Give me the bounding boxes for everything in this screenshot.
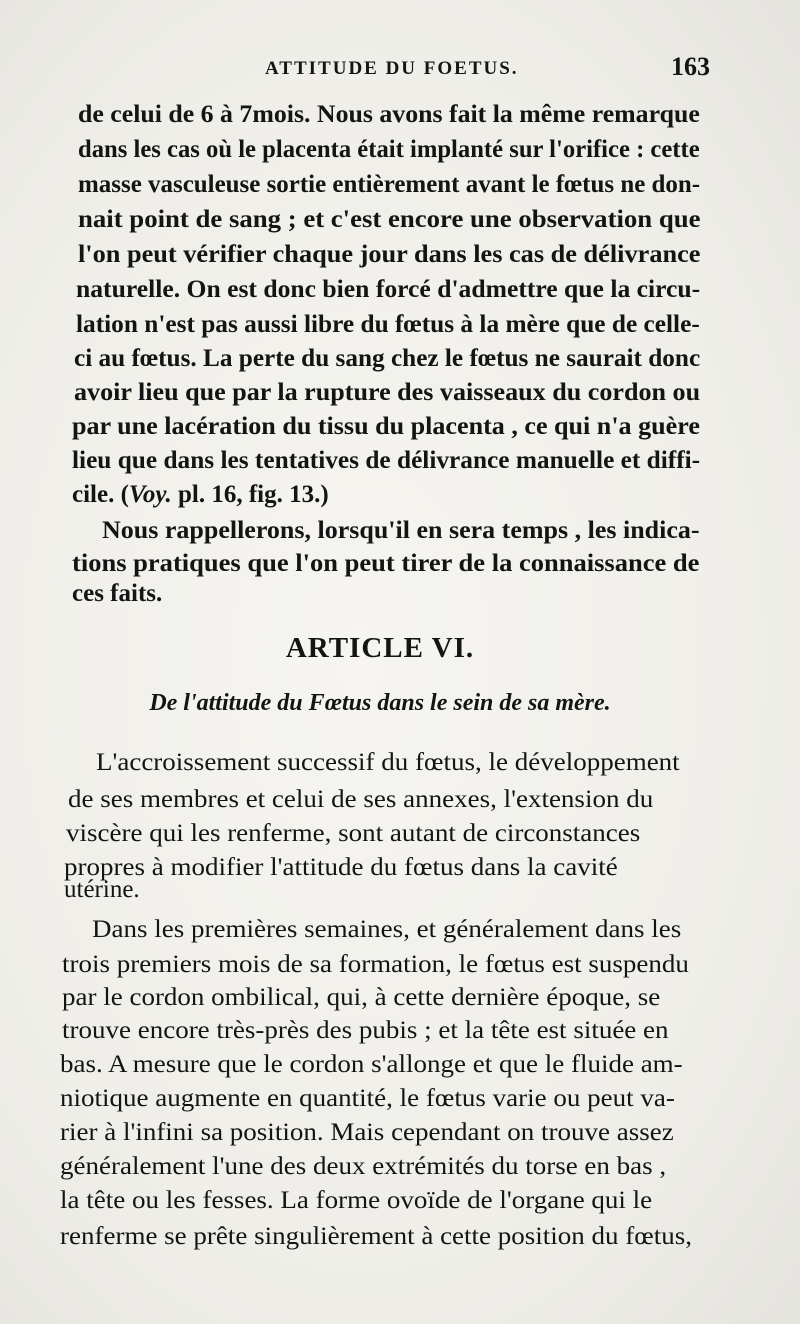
- text-line: renferme se prête singulièrement à cette position du fœtus,: [60, 1223, 693, 1250]
- italic-reference: Voy.: [128, 481, 172, 508]
- text-line: la tête ou les fesses. La forme ovoïde de l'organe qui le: [60, 1187, 653, 1214]
- text-line: Nous rappellerons, lorsqu'il en sera temps , les indica-: [102, 517, 700, 544]
- text-line: dans les cas où le placenta était implanté sur l'orifice : cette: [78, 136, 700, 163]
- text-line: ces faits.: [72, 580, 163, 607]
- text-line: masse vasculeuse sortie entièrement avant le fœtus ne don-: [78, 171, 701, 198]
- text-line: naturelle. On est donc bien forcé d'admettre que la circu-: [76, 276, 701, 303]
- text-line: l'on peut vérifier chaque jour dans les cas de délivrance: [78, 241, 701, 268]
- text-line: généralement l'une des deux extrémités du torse en bas ,: [60, 1153, 667, 1180]
- text-line: utérine.: [64, 876, 140, 903]
- text-line: L'accroissement successif du fœtus, le développement: [96, 749, 680, 776]
- text-line: rier à l'infini sa position. Mais cependant on trouve assez: [60, 1119, 674, 1146]
- running-title: ATTITUDE DU FOETUS.: [265, 58, 519, 79]
- text-line: par une lacération du tissu du placenta , ce qui n'a guère: [72, 413, 700, 440]
- text-line: bas. A mesure que le cordon s'allonge et que le fluide am-: [60, 1051, 683, 1078]
- page-number: 163: [671, 52, 710, 81]
- text-line: viscère qui les renferme, sont autant de circonstances: [66, 820, 641, 847]
- text-fragment: pl. 16, fig. 13.): [171, 481, 329, 508]
- article-subheading: De l'attitude du Fœtus dans le sein de sa mère.: [149, 690, 611, 716]
- text-fragment: cile. (: [72, 481, 129, 508]
- page-header: [70, 54, 710, 90]
- text-line: lation n'est pas aussi libre du fœtus à la mère que de celle-: [76, 311, 700, 338]
- text-line: nait point de sang ; et c'est encore une observation que: [78, 206, 701, 233]
- text-line: propres à modifier l'attitude du fœtus dans la cavité: [64, 854, 618, 881]
- text-line-last: [72, 480, 329, 510]
- article-heading: ARTICLE VI.: [285, 632, 475, 664]
- text-line: lieu que dans les tentatives de délivrance manuelle et diffi-: [72, 447, 701, 474]
- text-line: trouve encore très-près des pubis ; et la tête est située en: [62, 1017, 669, 1044]
- text-line: tions pratiques que l'on peut tirer de la connaissance de: [72, 550, 700, 577]
- text-line: de ses membres et celui de ses annexes, l'extension du: [68, 786, 654, 813]
- text-line: Dans les premières semaines, et généralement dans les: [92, 916, 682, 943]
- text-line: de celui de 6 à 7mois. Nous avons fait la même remarque: [78, 101, 700, 128]
- text-line: trois premiers mois de sa formation, le fœtus est suspendu: [62, 951, 689, 978]
- text-line: ci au fœtus. La perte du sang chez le fœtus ne saurait donc: [74, 345, 701, 372]
- text-line: par le cordon ombilical, qui, à cette dernière époque, se: [62, 984, 661, 1011]
- text-line: avoir lieu que par la rupture des vaisseaux du cordon ou: [74, 379, 701, 406]
- text-line: niotique augmente en quantité, le fœtus varie ou peut va-: [60, 1085, 675, 1112]
